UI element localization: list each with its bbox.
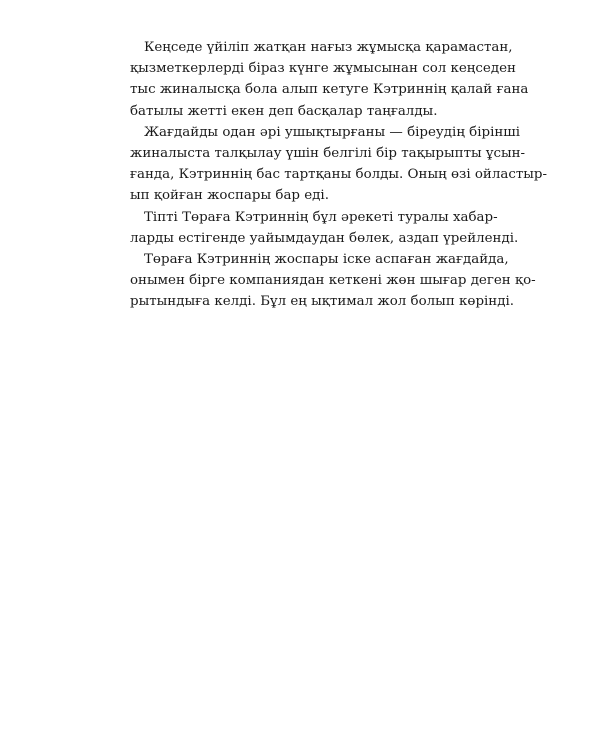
text-line: қызметкерлерді біраз күнге жұмысынан сол кеңседен (130, 61, 516, 77)
paragraph-3 (130, 207, 519, 249)
text-line: ларды естігенде уайымдаудан бөлек, аздап үрейленді. (130, 230, 519, 246)
text-line: батылы жетті екен деп басқалар таңғалды. (130, 103, 438, 119)
body-text (130, 37, 547, 313)
text-line: Төраға Кэтриннің жоспары іске аспаған жағдайда, (144, 252, 509, 268)
text-line: Жағдайды одан әрі ушықтырғаны — біреудің бірінші (144, 124, 521, 140)
text-line: жиналыста талқылау үшін белгілі бір тақырыпты ұсын- (130, 146, 526, 162)
text-line: ғанда, Кэтриннің бас тартқаны болды. Оның өзі ойластыр- (130, 167, 547, 183)
paragraph-4 (130, 249, 536, 313)
text-line: рытындыға келді. Бұл ең ықтимал жол болып көрінді. (130, 294, 515, 310)
paragraph-1 (130, 37, 529, 122)
paragraph-2 (130, 122, 547, 207)
text-line: Тіпті Төраға Кэтриннің бұл әрекеті туралы хабар- (144, 209, 498, 225)
text-line: Кеңседе үйіліп жатқан нағыз жұмысқа қарамастан, (144, 40, 513, 55)
text-line: онымен бірге компаниядан кеткені жөн шығар деген қо- (130, 273, 536, 289)
text-line: ып қойған жоспары бар еді. (130, 188, 329, 204)
text-line: тыс жиналысқа бола алып кетуге Кэтриннің қалай ғана (130, 82, 529, 98)
